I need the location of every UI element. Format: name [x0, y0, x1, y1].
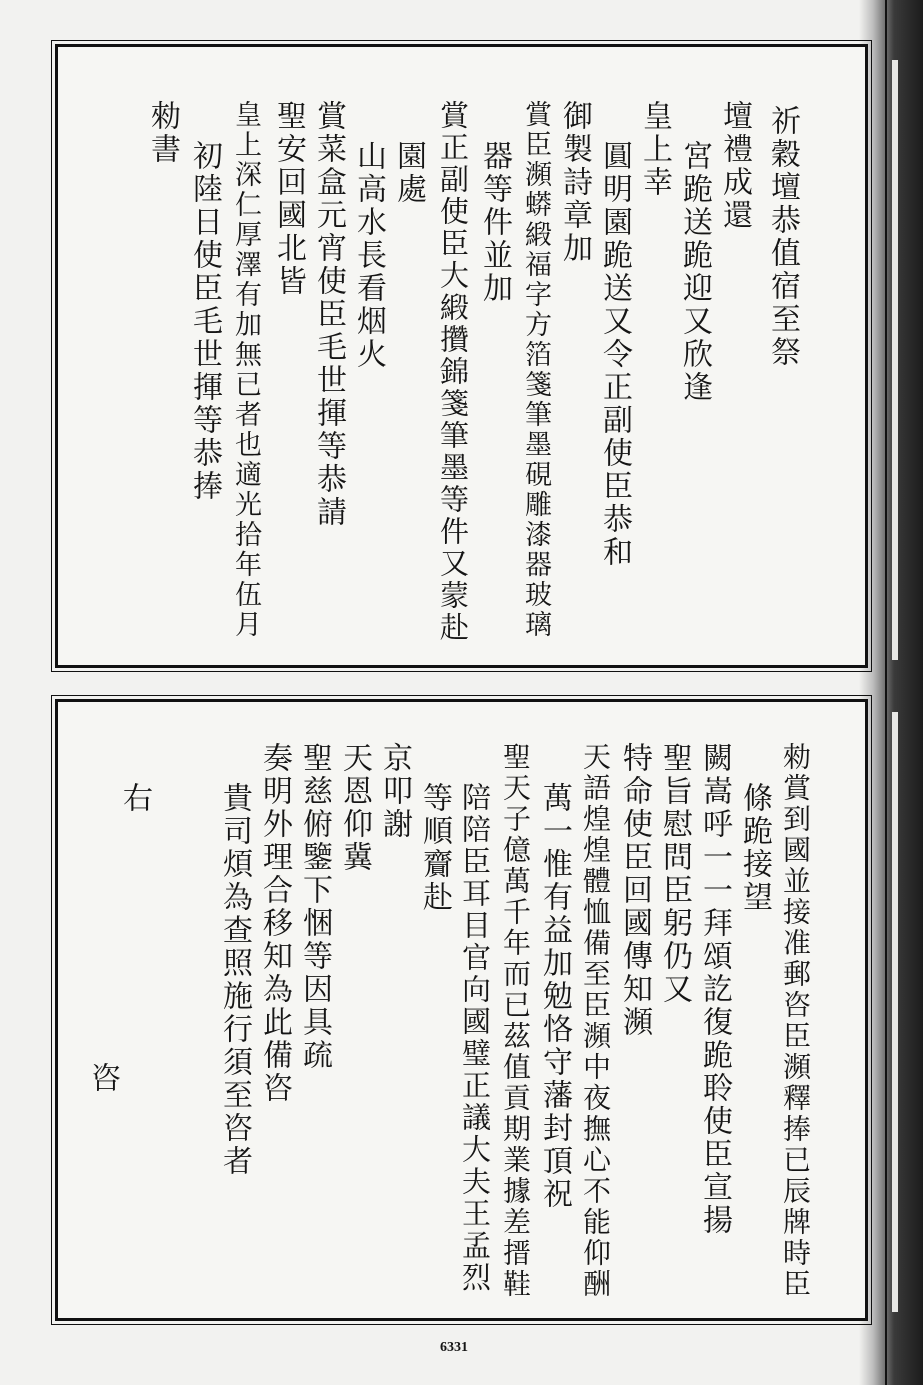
text-column: 皇上幸	[637, 100, 672, 199]
text-column: 聖安回國北皆	[271, 100, 306, 298]
text-column: 萬一惟有益加勉恪守藩封頂祝	[537, 782, 572, 1211]
text-column: 祈穀壇恭值宿至祭	[765, 105, 800, 369]
page-number: 6331	[440, 1340, 468, 1355]
text-column: 天語煌煌體恤備至臣瀕中夜撫心不能仰酬	[579, 742, 612, 1300]
text-column: 園處	[391, 140, 426, 206]
text-column: 初陸日使臣毛世揮等恭捧	[187, 140, 222, 503]
text-column: 賞臣瀕蟒緞福字方箔箋筆墨硯雕漆器玻璃	[520, 100, 551, 640]
text-column: 皇上深仁厚澤有加無已者也適光拾年伍月	[230, 100, 261, 640]
facing-page-edge-top	[892, 60, 898, 660]
text-column: 御製詩章加	[557, 100, 592, 265]
text-column: 山高水長看烟火	[351, 140, 386, 371]
text-column: 勑書	[145, 100, 180, 166]
text-column: 賞正副使臣大緞攢錦箋筆墨等件又蒙赴	[436, 100, 470, 644]
text-column: 條跪接望	[737, 782, 772, 914]
text-column: 奏明外理合移知為此備咨	[257, 742, 292, 1105]
text-column: 圓明園跪送又令正副使臣恭和	[597, 140, 632, 569]
text-column: 宮跪送跪迎又欣逢	[677, 140, 712, 404]
text-column: 特命使臣回國傳知瀕	[617, 742, 652, 1039]
book-spine-shadow	[859, 0, 923, 1385]
spine-fold-line	[885, 0, 887, 1385]
text-column: 闕嵩呼一一拜頌訖復跪聆使臣宣揚	[697, 742, 732, 1237]
text-column: 天恩仰冀	[337, 742, 372, 874]
text-column: 京叩謝	[377, 742, 412, 841]
text-column: 聖天子億萬千年而已茲值貢期業據差搢鞋	[499, 742, 532, 1300]
facing-page-edge-bottom	[892, 712, 898, 1312]
text-column: 勑賞到國並接准郵咨臣瀕釋捧已辰牌時臣	[779, 742, 812, 1300]
text-column: 陪陪臣耳目官向國璧正議大夫王孟烈	[458, 782, 492, 1294]
text-column: 等順齎赴	[417, 782, 452, 914]
text-column: 器等件並加	[477, 140, 512, 305]
text-column: 右	[117, 782, 152, 815]
text-column: 聖旨慰問臣躬仍又	[657, 742, 692, 1006]
text-column: 賞菜盒元宵使臣毛世揮等恭請	[311, 100, 346, 529]
text-column: 咨	[85, 1062, 120, 1095]
text-column: 貴司煩為查照施行須至咨者	[217, 782, 252, 1178]
text-column: 聖慈俯鑒下悃等因具疏	[297, 742, 332, 1072]
text-column: 壇禮成還	[717, 100, 752, 232]
